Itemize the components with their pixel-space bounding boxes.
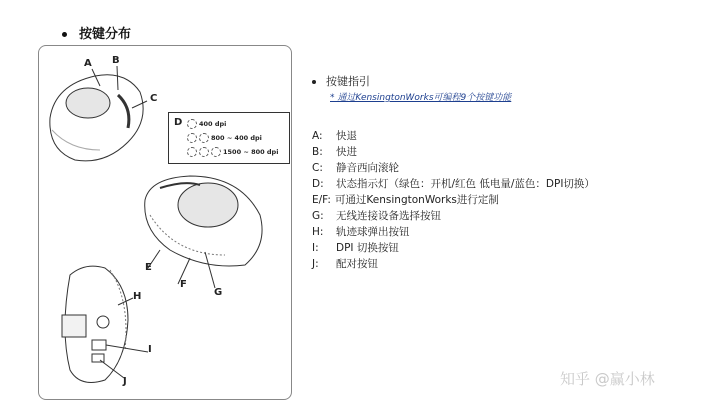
legend-key: E/F: (312, 194, 331, 206)
legend-row (312, 240, 595, 256)
dpi-row-2 (187, 133, 262, 143)
led-icon (199, 147, 209, 157)
callout-b: B (112, 55, 120, 66)
dpi-row-1 (187, 119, 226, 129)
legend-row (312, 176, 595, 192)
legend-row (312, 256, 595, 272)
legend-text: 配对按钮 (336, 258, 378, 270)
led-icon (199, 133, 209, 143)
callout-h: H (133, 291, 142, 302)
mouse-side-view-ball (178, 183, 238, 227)
legend-text: 轨迹球弹出按钮 (336, 226, 410, 238)
mouse-top-view-wheel (118, 95, 129, 128)
legend-text: DPI 切换按钮 (336, 242, 399, 254)
callout-e: E (145, 262, 152, 273)
legend-key: H: (312, 226, 324, 238)
mouse-top-view-ball (66, 88, 110, 118)
watermark: 知乎 @赢小林 (560, 370, 655, 388)
legend-text: 静音西向滚轮 (336, 162, 399, 174)
led-icon (187, 147, 197, 157)
legend-text: 状态指示灯（绿色：开机/红色 低电量/蓝色：DPI切换） (336, 178, 595, 190)
legend-key: A: (312, 130, 323, 142)
legend-key: J: (312, 258, 319, 270)
page-heading-text: 按键分布 (79, 27, 132, 42)
legend-row (312, 192, 595, 208)
section-note-link[interactable]: * 通过KensingtonWorks可编程9个按键功能 (330, 93, 512, 103)
callout-c: C (150, 93, 158, 104)
legend-key: B: (312, 146, 323, 158)
bullet-icon (312, 80, 316, 84)
dpi-indicator-box (168, 112, 290, 164)
dpi-row-3 (187, 147, 278, 157)
led-icon (187, 119, 197, 129)
callout-i: I (148, 344, 152, 355)
callout-d: D (174, 117, 183, 128)
callout-j: J (123, 376, 127, 387)
callout-f: F (180, 279, 187, 290)
legend-row (312, 224, 595, 240)
legend-text: 无线连接设备选择按钮 (336, 210, 441, 222)
legend-key: I: (312, 242, 319, 254)
legend-row (312, 208, 595, 224)
led-icon (187, 133, 197, 143)
dpi-row-3-label: 1500 ~ 800 dpi (223, 148, 279, 156)
legend-row (312, 144, 595, 160)
callout-g: G (214, 287, 223, 298)
legend-text: 可通过KensingtonWorks进行定制 (334, 194, 499, 206)
mouse-bottom-view-sensor (97, 316, 109, 328)
led-icon (211, 147, 221, 157)
legend-row (312, 160, 595, 176)
section-title (312, 73, 370, 89)
legend-text: 快退 (336, 130, 357, 142)
dpi-row-2-label: 800 ~ 400 dpi (211, 134, 262, 142)
legend-text: 快进 (336, 146, 357, 158)
legend-key: G: (312, 210, 324, 222)
button-legend (312, 128, 595, 272)
legend-row (312, 128, 595, 144)
legend-key: C: (312, 162, 323, 174)
legend-key: D: (312, 178, 324, 190)
callout-a: A (84, 58, 92, 69)
dpi-row-1-label: 400 dpi (199, 120, 227, 128)
section-title-text: 按键指引 (326, 75, 370, 88)
